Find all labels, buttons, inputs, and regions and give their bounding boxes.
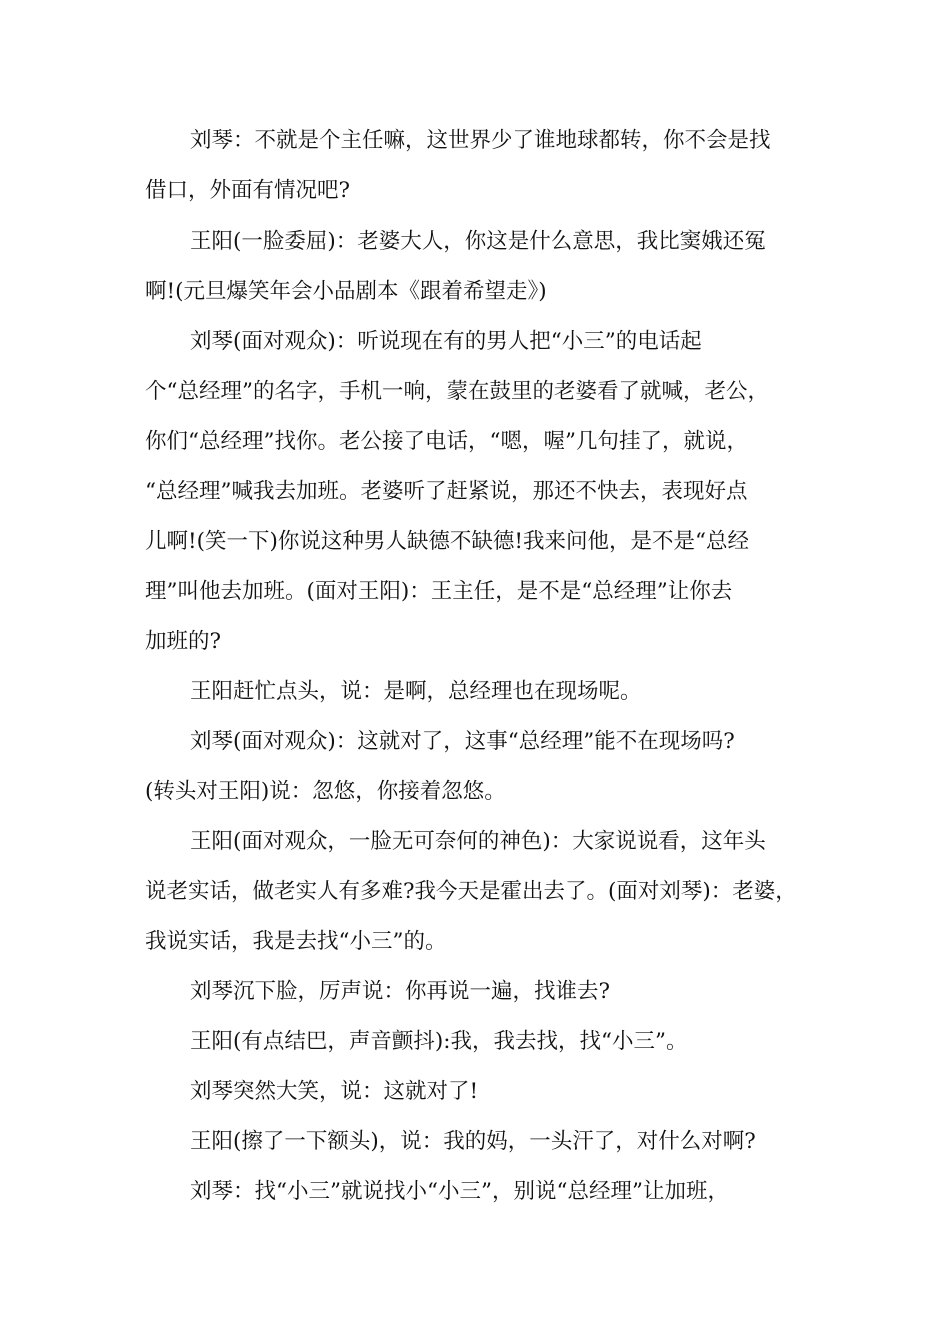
text-line: 儿啊!(笑一下)你说这种男人缺德不缺德!我来问他，是不是“总经 — [145, 529, 750, 554]
text-line: 王阳赶忙点头，说：是啊，总经理也在现场呢。 — [190, 679, 642, 704]
text-line: 我说实话，我是去找“小三”的。 — [145, 929, 447, 954]
text-line: 刘琴(面对观众)：听说现在有的男人把“小三”的电话起 — [190, 329, 702, 354]
text-line: “总经理”喊我去加班。老婆听了赶紧说，那还不快去，表现好点 — [145, 479, 748, 504]
text-line: 刘琴：不就是个主任嘛，这世界少了谁地球都转，你不会是找 — [190, 128, 771, 153]
text-line: 啊!(元旦爆笑年会小品剧本《跟着希望走》) — [145, 279, 547, 304]
text-line: 刘琴突然大笑，说：这就对了! — [190, 1079, 479, 1104]
text-line: 王阳(擦了一下额头)，说：我的妈，一头汗了，对什么对啊? — [190, 1129, 756, 1154]
text-line: 说老实话，做老实人有多难?我今天是霍出去了。(面对刘琴)：老婆， — [145, 879, 797, 904]
text-line: 加班的? — [145, 629, 222, 654]
text-line: 王阳(面对观众，一脸无可奈何的神色)：大家说说看，这年头 — [190, 829, 766, 854]
text-line: (转头对王阳)说：忽悠，你接着忽悠。 — [145, 779, 506, 804]
text-line: 个“总经理”的名字，手机一响，蒙在鼓里的老婆看了就喊，老公， — [145, 379, 769, 404]
text-line: 理”叫他去加班。(面对王阳)：王主任，是不是“总经理”让你去 — [145, 579, 733, 604]
text-line: 刘琴：找“小三”就说找小“小三”，别说“总经理”让加班， — [190, 1179, 729, 1204]
text-line: 王阳(有点结巴，声音颤抖):我，我去找，找“小三”。 — [190, 1029, 688, 1054]
text-line: 你们“总经理”找你。老公接了电话，“嗯，喔”几句挂了，就说， — [145, 429, 748, 454]
text-line: 借口，外面有情况吧? — [145, 178, 351, 203]
text-line: 刘琴沉下脸，厉声说：你再说一遍，找谁去? — [190, 979, 611, 1004]
text-line: 王阳(一脸委屈)：老婆大人，你这是什么意思，我比窦娥还冤 — [190, 229, 766, 254]
text-line: 刘琴(面对观众)：这就对了，这事“总经理”能不在现场吗? — [190, 729, 735, 754]
